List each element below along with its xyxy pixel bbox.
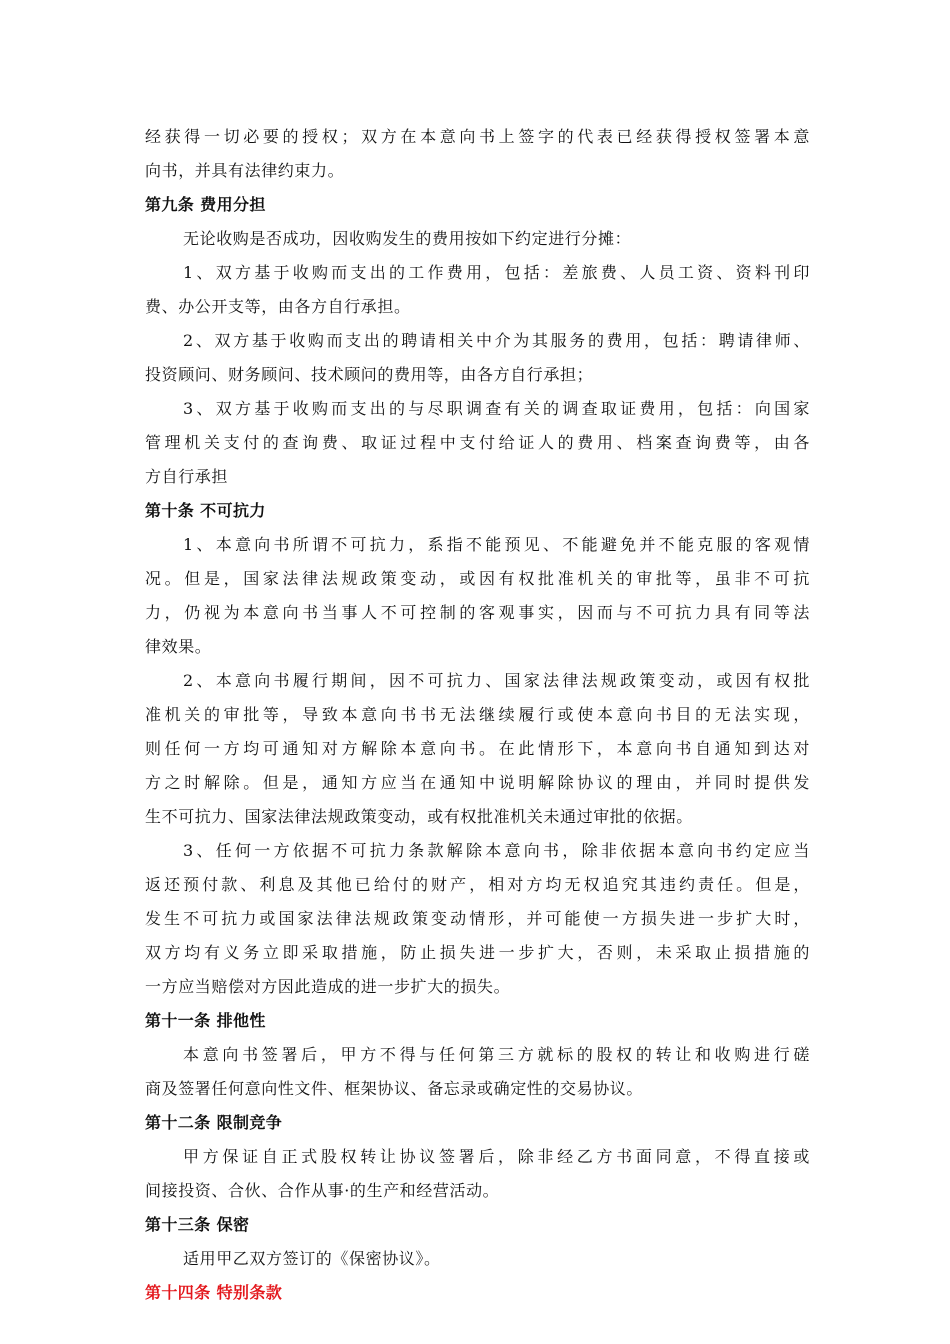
body-line: 无论收购是否成功，因收购发生的费用按如下约定进行分摊： (183, 229, 632, 248)
article-heading: 第十二条 限制竞争 (145, 1113, 283, 1132)
body-line: 经获得一切必要的授权；双方在本意向书上签字的代表已经获得授权签署本意 (145, 127, 810, 146)
body-line: 力，仍视为本意向书当事人不可控制的客观事实，因而与不可抗力具有同等法 (145, 603, 810, 622)
body-line: 方之时解除。但是，通知方应当在通知中说明解除协议的理由，并同时提供发 (145, 773, 810, 792)
body-line: 2、双方基于收购而支出的聘请相关中介为其服务的费用，包括：聘请律师、 (183, 331, 810, 350)
body-line: 双方均有义务立即采取措施，防止损失进一步扩大，否则，未采取止损措施的 (145, 943, 810, 962)
body-line: 2、本意向书履行期间，因不可抗力、国家法律法规政策变动，或因有权批 (183, 671, 810, 690)
body-line: 况。但是，国家法律法规政策变动，或因有权批准机关的审批等，虽非不可抗 (145, 569, 810, 588)
body-line: 间接投资、合伙、合作从事·的生产和经营活动。 (145, 1181, 500, 1200)
body-line: 则任何一方均可通知对方解除本意向书。在此情形下，本意向书自通知到达对 (145, 739, 810, 758)
body-line: 甲方保证自正式股权转让协议签署后，除非经乙方书面同意，不得直接或 (183, 1147, 810, 1166)
body-line: 1、双方基于收购而支出的工作费用，包括：差旅费、人员工资、资料刊印 (183, 263, 810, 282)
article-heading: 第九条 费用分担 (145, 195, 266, 214)
body-line: 管理机关支付的查询费、取证过程中支付给证人的费用、档案查询费等，由各 (145, 433, 810, 452)
body-line: 费、办公开支等，由各方自行承担。 (145, 297, 411, 316)
body-line: 发生不可抗力或国家法律法规政策变动情形，并可能使一方损失进一步扩大时， (145, 909, 810, 928)
document-page (145, 120, 810, 1310)
body-line: 生不可抗力、国家法律法规政策变动，或有权批准机关未通过审批的依据。 (145, 807, 693, 826)
body-line: 方自行承担 (145, 467, 229, 486)
body-line: 本意向书签署后，甲方不得与任何第三方就标的股权的转让和收购进行磋 (183, 1045, 810, 1064)
body-line: 3、任何一方依据不可抗力条款解除本意向书，除非依据本意向书约定应当 (183, 841, 810, 860)
article-heading: 第十一条 排他性 (145, 1011, 266, 1030)
body-line: 准机关的审批等，导致本意向书书无法继续履行或使本意向书目的无法实现， (145, 705, 810, 724)
body-line: 一方应当赔偿对方因此造成的进一步扩大的损失。 (145, 977, 511, 996)
body-line: 1、本意向书所谓不可抗力，系指不能预见、不能避免并不能克服的客观情 (183, 535, 810, 554)
article-heading: 第十三条 保密 (145, 1215, 250, 1234)
article-heading-highlighted: 第十四条 特别条款 (145, 1283, 283, 1302)
article-heading: 第十条 不可抗力 (145, 501, 266, 520)
body-line: 投资顾问、财务顾问、技术顾问的费用等，由各方自行承担； (145, 365, 594, 384)
body-line: 适用甲乙双方签订的《保密协议》。 (183, 1249, 441, 1268)
body-line: 律效果。 (145, 637, 212, 656)
body-line: 返还预付款、利息及其他已给付的财产，相对方均无权追究其违约责任。但是， (145, 875, 810, 894)
body-line: 商及签署任何意向性文件、框架协议、备忘录或确定性的交易协议。 (145, 1079, 644, 1098)
body-line: 3、双方基于收购而支出的与尽职调查有关的调查取证费用，包括：向国家 (183, 399, 810, 418)
body-line: 向书，并具有法律约束力。 (145, 161, 345, 180)
